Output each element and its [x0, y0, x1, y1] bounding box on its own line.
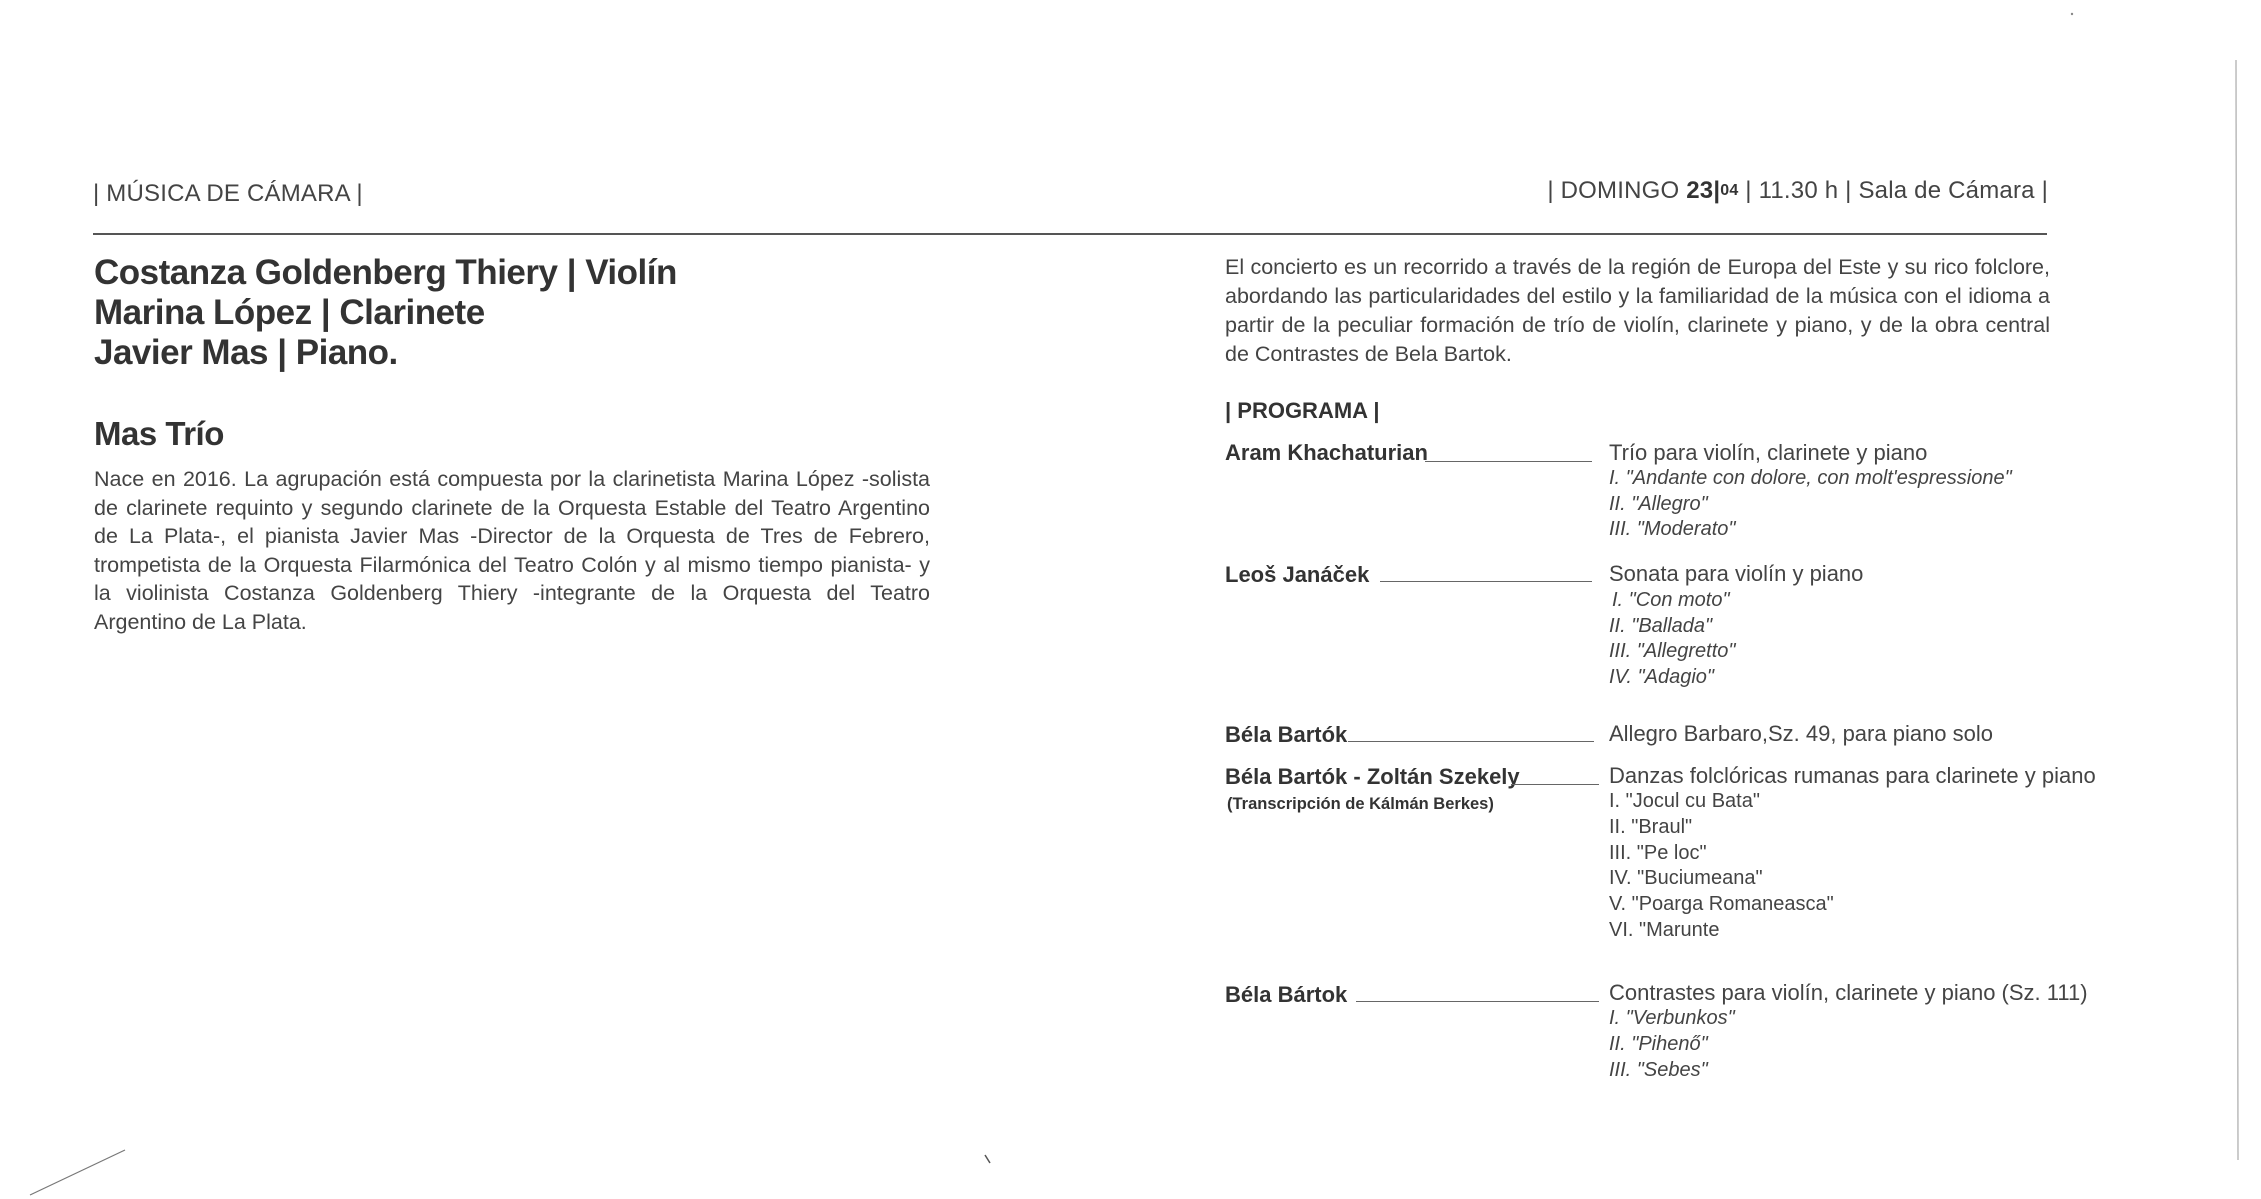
performer-line: Costanza Goldenberg Thiery | Violín	[94, 253, 677, 292]
section-label: | MÚSICA DE CÁMARA |	[93, 180, 363, 207]
movement-item: VI. "Marunte	[1609, 919, 1720, 941]
scan-mark	[30, 1150, 125, 1195]
movement-item: III. "Pe loc"	[1609, 842, 1707, 864]
movement-item: III. "Allegretto"	[1609, 640, 1736, 662]
movement-item: II. "Allegro"	[1609, 493, 1708, 515]
scan-mark	[2071, 13, 2073, 15]
date-suffix: | 11.30 h | Sala de Cámara |	[1738, 177, 2048, 204]
movement-item: I. "Verbunkos"	[1609, 1007, 1735, 1029]
movement-item: II. "Braul"	[1609, 816, 1693, 838]
movement-item: II. "Pihenő"	[1609, 1033, 1708, 1055]
movement-item: II. "Ballada"	[1609, 615, 1713, 637]
page-edge-line	[2236, 60, 2238, 1160]
work-title: Sonata para violín y piano	[1609, 561, 1864, 586]
programa-heading: | PROGRAMA |	[1225, 398, 1380, 423]
date-month: 04	[1720, 182, 1739, 199]
work-title: Trío para violín, clarinete y piano	[1609, 440, 1928, 465]
movement-item: IV. "Adagio"	[1609, 666, 1714, 688]
date-day: 23|	[1686, 177, 1721, 204]
work-title: Contrastes para violín, clarinete y piano (Sz. 111)	[1609, 980, 2088, 1005]
movement-item: I. "Con moto"	[1612, 589, 1730, 611]
work-title: Danzas folclóricas rumanas para clarinete y piano	[1609, 763, 2096, 788]
scan-mark	[985, 1155, 990, 1163]
movement-item: V. "Poarga Romaneasca"	[1609, 893, 1834, 915]
composer-name: Béla Bartók	[1225, 722, 1348, 747]
movement-item: III. "Moderato"	[1609, 518, 1736, 540]
movement-item: III. "Sebes"	[1609, 1059, 1708, 1081]
composer-name: Leoš Janáček	[1225, 562, 1370, 587]
composer-name: Béla Bartók - Zoltán Szekely	[1225, 764, 1520, 789]
work-title: Allegro Barbaro,Sz. 49, para piano solo	[1609, 721, 1994, 746]
movement-item: IV. "Buciumeana"	[1609, 867, 1763, 889]
concert-intro: El concierto es un recorrido a través de la región de Europa del Este y su rico folclore, abordando las particularidades del estilo y la familiaridad de la música con el idioma a partir de la peculiar formación de trío de violín, clarinete y piano, y de la obra central de Contrastes de Bela Bartok.	[1225, 255, 2050, 366]
composer-name: Béla Bártok	[1225, 982, 1348, 1007]
transcription-note: (Transcripción de Kálmán Berkes)	[1227, 795, 1494, 813]
movement-item: I. "Jocul cu Bata"	[1609, 790, 1760, 812]
ensemble-title: Mas Trío	[94, 415, 224, 452]
ensemble-bio: Nace en 2016. La agrupación está compuesta por la clarinetista Marina López -solista de clarinete requinto y segundo clarinete de la Orquesta Estable del Teatro Argentino de La Plata-, el pianista Javier Mas -Director de la Orquesta de Tres de Febrero, trompetista de la Orquesta Filarmónica del Teatro Colón y al mismo tiempo pianista- y la violinista Costanza Goldenberg Thiery -integrante de la Orquesta del Teatro Argentino de La Plata.	[94, 467, 930, 634]
composer-name: Aram Khachaturian	[1225, 440, 1428, 465]
performer-line: Marina López | Clarinete	[94, 293, 485, 332]
date-prefix: | DOMINGO	[1547, 177, 1687, 204]
movement-item: I. "Andante con dolore, con molt'espressione"	[1609, 467, 2012, 489]
performer-line: Javier Mas | Piano.	[94, 333, 398, 372]
